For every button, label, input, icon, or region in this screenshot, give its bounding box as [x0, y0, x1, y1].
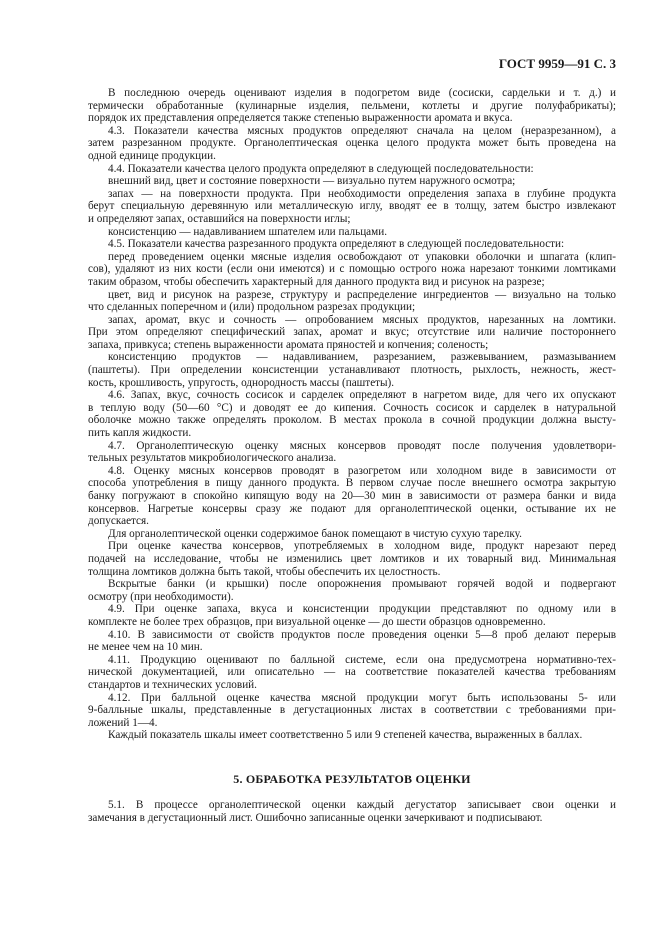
text-line: нической документацией, или описательно — на соответствие показателей качества требованиям	[88, 666, 616, 679]
paragraph	[88, 87, 616, 125]
text-line: 4.4. Показатели качества целого продукта определяют в следующей последовательности:	[108, 162, 534, 175]
text-line: запаха, привкуса; степень выраженности аромата пряностей и копчения; соленость;	[88, 338, 489, 351]
text-line: 4.8. Оценку мясных консервов проводят в разогретом или холодном виде в зависимости от	[108, 464, 616, 477]
paragraph	[88, 692, 616, 730]
section-5-text	[88, 799, 616, 824]
text-line: 4.9. При оценке запаха, вкуса и консистенции продукции представляют по одному или в	[108, 603, 616, 616]
text-line: 9-балльные шкалы, представленные в дегустационных листах в соответствии с требованиями при-	[88, 704, 616, 717]
text-line: В последнюю очередь оценивают изделия в подогретом виде (сосиски, сардельки и т. д.) и	[108, 87, 616, 99]
text-line: тельных результатов микробиологического анализа.	[88, 452, 337, 465]
text-line: комплекте не более трех образцов, при визуальной оценке — до шести образцов одновременно.	[88, 615, 546, 628]
text-line: внешний вид, цвет и состояние поверхности — визуально путем наружного осмотра;	[108, 175, 516, 188]
text-line: консистенцию — надавливанием шпателем или пальцами.	[108, 225, 388, 238]
text-line: оболочке можно также определять проколом. В местах прокола в сочной продукции должна высту-	[88, 414, 616, 427]
paragraph	[88, 629, 616, 654]
text-line: затем разрезанном продукте. Органолептическая оценка целого продукта может быть проведена на	[88, 137, 616, 150]
paragraph	[88, 729, 616, 742]
paragraph	[88, 351, 616, 389]
paragraph	[88, 654, 616, 692]
text-line: При этом определяют специфический запах, аромат и вкус; отсутствие или наличие постороннего	[88, 326, 616, 339]
paragraph	[88, 314, 616, 352]
text-line: При оценке качества консервов, употребляемых в холодном виде, продукт нарезают перед	[108, 540, 616, 553]
text-line: порядок их представления определяется также степенью выраженности аромата и вкуса.	[88, 112, 513, 125]
text-line: консистенцию продуктов — надавливанием, разрезанием, разжевыванием, размазыванием	[108, 351, 616, 364]
paragraph	[88, 578, 616, 603]
text-line: банку погружают в спокойно кипящую воду на 20—30 мин в зависимости от размера банки и вида	[88, 490, 616, 502]
text-line: не менее чем на 10 мин.	[88, 641, 203, 654]
paragraph	[88, 226, 616, 239]
text-line: допускается.	[88, 515, 149, 528]
text-line: запах, аромат, вкус и сочность — опробованием мясных продуктов, нарезанных на ломтики.	[108, 313, 616, 326]
text-line: запах — на поверхности продукта. При необходимости определения запаха в глубине продукта	[108, 187, 616, 200]
paragraph	[88, 440, 616, 465]
text-line: Каждый показатель шкалы имеет соответственно 5 или 9 степеней качества, выраженных в баллах.	[108, 729, 583, 742]
paragraph	[88, 799, 616, 824]
text-line: (паштеты). При определении консистенции устанавливают плотность, рыхлость, нежность, жест-	[88, 364, 616, 377]
text-line: что сделанных поперечном и (или) продольном разрезах продукции;	[88, 301, 416, 314]
text-line: и определяют запах, оставшийся на поверхности иглы;	[88, 212, 351, 225]
paragraph	[88, 188, 616, 226]
paragraph	[88, 540, 616, 578]
text-line: замечания в дегустационный лист. Ошибочно записанные оценки зачеркивают и подписывают.	[88, 811, 543, 824]
text-line: способа употребления в пищу данного продукта. В первом случае после внешнего осмотра закрытую	[88, 477, 616, 490]
text-line: ложений 1—4.	[88, 716, 158, 729]
body-text	[88, 87, 616, 742]
text-line: кость, крошливость, упругость, однородность массы (паштеты).	[88, 376, 395, 389]
text-line: 4.3. Показатели качества мясных продуктов определяют сначала на целом (неразрезанном), а	[108, 124, 616, 137]
text-line: 4.11. Продукцию оценивают по балльной системе, если она предусмотрена нормативно-тех-	[108, 653, 616, 666]
section-heading: 5. ОБРАБОТКА РЕЗУЛЬТАТОВ ОЦЕНКИ	[233, 772, 471, 786]
paragraph	[88, 251, 616, 289]
text-line: 4.5. Показатели качества разрезанного продукта определяют в следующей последовательности:	[108, 238, 565, 251]
text-line: консервов. Нагретые консервы сразу же подают для органолептической оценки, остывание их не	[88, 502, 616, 515]
text-line: сов), удаляют из них кости (если они имеются) и с помощью острого ножа нарезают тонкими ломтиками	[88, 263, 616, 276]
paragraph	[88, 175, 616, 188]
text-line: 4.12. При балльной оценке качества мясной продукции могут быть использованы 5- или	[108, 691, 616, 704]
paragraph	[88, 389, 616, 439]
text-line: таким образом, чтобы обеспечить характерный для данного продукта вид и рисунок на разрезе;	[88, 275, 545, 288]
page-header: ГОСТ 9959—91 С. 3	[498, 56, 616, 71]
paragraph	[88, 238, 616, 251]
text-line: толщина ломтиков должна быть такой, чтобы обеспечить их целостность.	[88, 565, 441, 578]
text-line: термически обработанные (кулинарные изделия, пельмени, котлеты и другие полуфабрикаты);	[88, 99, 616, 112]
text-line: 4.7. Органолептическую оценку мясных консервов проводят после получения удовлетвори-	[108, 439, 616, 452]
text-line: перед проведением оценки мясные изделия освобождают от упаковки оболочки и шпагата (клип-	[108, 250, 616, 263]
text-line: Вскрытые банки (и крышки) после опорожнения промывают горячей водой и подвергают	[108, 578, 616, 591]
paragraph	[88, 465, 616, 528]
text-line: пить капля жидкости.	[88, 427, 192, 440]
text-line: 4.6. Запах, вкус, сочность сосисок и сарделек определяют в нагретом виде, для чего их опускают	[108, 389, 616, 402]
paragraph	[88, 528, 616, 541]
text-line: цвет, вид и рисунок на разрезе, структуру и распределение ингредиентов — визуально на только	[108, 288, 616, 301]
text-line: 5.1. В процессе органолептической оценки каждый дегустатор записывает свои оценки и	[108, 799, 616, 811]
paragraph	[88, 163, 616, 176]
paragraph	[88, 603, 616, 628]
paragraph	[88, 125, 616, 163]
text-line: берут специальную деревянную или металлическую иглу, вводят ее в толщу, затем быстро извлекают	[88, 200, 616, 213]
text-line: в теплую воду (50—60 °С) и доводят ее до кипения. Сочность сосисок и сарделек в натуральной	[88, 401, 616, 414]
text-line: Для органолептической оценки содержимое банок помещают в чистую сухую тарелку.	[108, 527, 522, 540]
text-line: 4.10. В зависимости от свойств продуктов после проведения оценки 5—8 проб делают перерыв	[108, 628, 616, 641]
text-line: подачей на исследование, чтобы не изменились цвет ломтиков и их товарный вид. Минимальная	[88, 552, 616, 565]
text-line: осмотру (при необходимости).	[88, 590, 234, 603]
text-line: стандартов и технических условий.	[88, 678, 257, 691]
paragraph	[88, 289, 616, 314]
text-line: одной единице продукции.	[88, 149, 216, 162]
